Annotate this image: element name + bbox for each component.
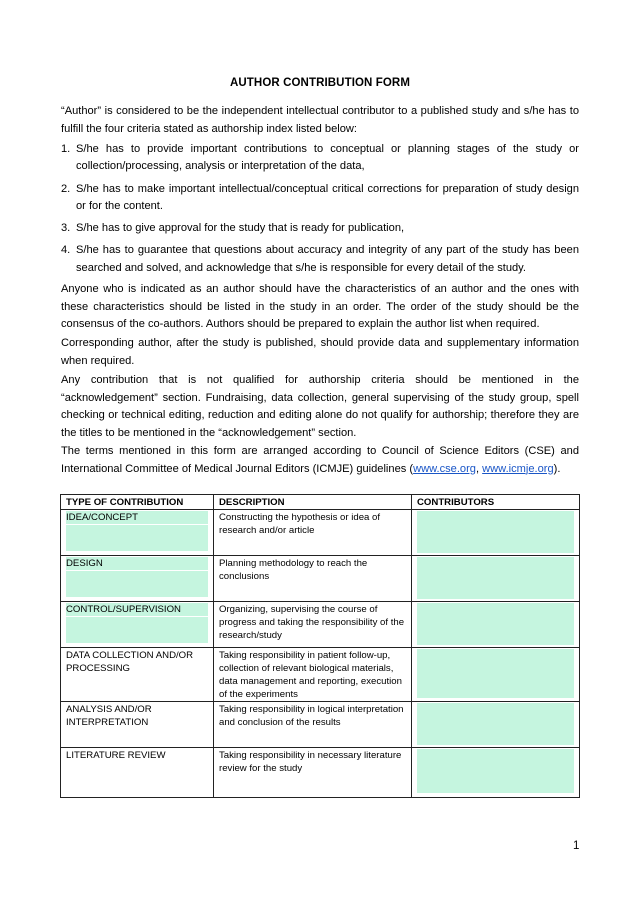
type-fill-area — [66, 571, 208, 597]
criteria-item: 3. S/he has to give approval for the study that is ready for publication, — [61, 222, 405, 235]
description-cell: Constructing the hypothesis or idea of research and/or article — [214, 510, 412, 556]
type-cell: CONTROL/SUPERVISION — [61, 602, 214, 648]
icmje-link[interactable]: www.icmje.org — [482, 462, 554, 475]
guidelines-paragraph: The terms mentioned in this form are arranged according to Council of Science Editors (CSE) and International Committee of Medical Journal Editors (ICMJE) guidelines (www.cse.org, www.icmje.org). — [61, 445, 579, 475]
description-cell: Taking responsibility in patient follow-up, collection of relevant biological materials, data management and reporting, execution of the experiments — [214, 648, 412, 702]
contribution-table — [60, 494, 580, 798]
criteria-item: 2. S/he has to make important intellectual/conceptual critical corrections for preparation of study design or for the content. — [61, 182, 579, 212]
criteria-item: 4. S/he has to guarantee that questions about accuracy and integrity of any part of the study has been searched and solved, and acknowledge that s/he is responsible for every detail of the study. — [61, 244, 579, 274]
cse-link[interactable]: www.cse.org — [413, 462, 476, 475]
description-cell: Organizing, supervising the course of progress and taking the responsibility of the research/study — [214, 602, 412, 648]
contributors-input[interactable] — [412, 510, 580, 556]
table-row — [61, 702, 580, 748]
type-cell: LITERATURE REVIEW — [61, 748, 214, 798]
contributors-input[interactable] — [412, 748, 580, 798]
header-contributors: CONTRIBUTORS — [412, 495, 580, 510]
description-cell: Taking responsibility in necessary literature review for the study — [214, 748, 412, 798]
table-row — [61, 748, 580, 798]
contributors-input[interactable] — [412, 602, 580, 648]
description-cell: Planning methodology to reach the conclusions — [214, 556, 412, 602]
table-row — [61, 602, 580, 648]
table-header-row — [61, 495, 580, 510]
authorship-criteria-list — [61, 141, 579, 282]
table-row — [61, 648, 580, 702]
type-cell: DESIGN — [61, 556, 214, 602]
description-cell: Taking responsibility in logical interpretation and conclusion of the results — [214, 702, 412, 748]
corresponding-author-paragraph: Corresponding author, after the study is published, should provide data and supplementary information when required. — [61, 337, 579, 367]
header-type: TYPE OF CONTRIBUTION — [61, 495, 214, 510]
table-row — [61, 556, 580, 602]
contributors-input[interactable] — [412, 702, 580, 748]
author-order-paragraph: Anyone who is indicated as an author should have the characteristics of an author and the ones with these characteristics should be listed in the study in an order. The order of the study should be the consensus of the co-authors. Authors should be prepared to explain the author list when required. — [61, 283, 579, 330]
type-cell: IDEA/CONCEPT — [61, 510, 214, 556]
type-cell: ANALYSIS AND/OR INTERPRETATION — [61, 702, 214, 748]
intro-paragraph: “Author” is considered to be the independent intellectual contributor to a published study and s/he has to fulfill the four criteria stated as authorship index listed below: — [61, 105, 579, 135]
type-cell: DATA COLLECTION AND/OR PROCESSING — [61, 648, 214, 702]
page-title: AUTHOR CONTRIBUTION FORM — [230, 77, 410, 89]
criteria-item: 1. S/he has to provide important contributions to conceptual or planning stages of the study or collection/processing, analysis or interpretation of the data, — [61, 143, 579, 173]
contributors-input[interactable] — [412, 648, 580, 702]
type-fill-area — [66, 617, 208, 643]
contributors-input[interactable] — [412, 556, 580, 602]
header-description: DESCRIPTION — [214, 495, 412, 510]
table-row — [61, 510, 580, 556]
page-number: 1 — [573, 840, 580, 852]
acknowledgement-paragraph: Any contribution that is not qualified for authorship criteria should be mentioned in the “acknowledgement” section. Fundraising, data collection, general supervising of the study group, spell checking or technical editing, reduction and editing alone do not qualify for authorship; therefore they are the titles to be mentioned in the “acknowledgement” section. — [61, 374, 579, 439]
type-fill-area — [66, 525, 208, 551]
